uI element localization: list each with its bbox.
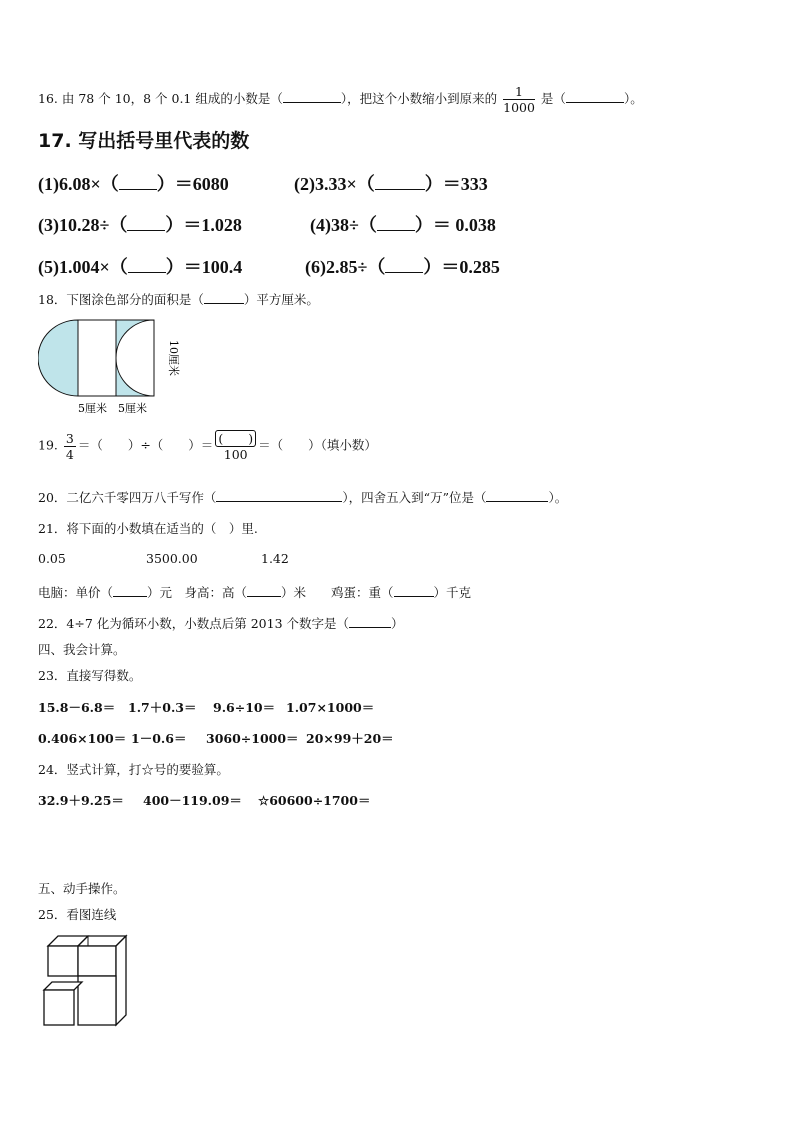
q16-blank-1[interactable] — [283, 91, 341, 103]
q16-text-2: ），把这个小数缩小到原来的 — [340, 91, 498, 106]
q21-blank-2[interactable] — [247, 585, 281, 597]
q17-blank-6[interactable] — [385, 261, 423, 273]
q21-value-2: 3500.00 — [146, 551, 198, 566]
q23-row-2-item-1: 0.406×100＝ — [38, 731, 127, 746]
q23-row-1-item-1: 15.8－6.8＝ — [38, 700, 116, 715]
q17-item-3: (3)10.28÷（ ）＝1.028 — [38, 215, 242, 235]
q23-row-1-item-2: 1.7＋0.3＝ — [128, 700, 197, 715]
q23-row-2-item-3: 3060÷1000＝ — [206, 731, 299, 746]
q17-blank-3[interactable] — [127, 219, 165, 231]
q25-cube-figure — [38, 930, 134, 1030]
q18-blank[interactable] — [204, 292, 244, 304]
q18-figure — [38, 315, 188, 415]
q24-item-3: ☆60600÷1700＝ — [258, 793, 371, 808]
q17-title: 17. 写出括号里代表的数 — [38, 130, 250, 152]
q19-fraction-1: $\frac{3}{4}$ — [65, 430, 74, 462]
q18-label-b: 5厘米 — [118, 402, 147, 415]
q16-blank-2[interactable] — [566, 91, 624, 103]
q23-row-1-item-4: 1.07×1000＝ — [286, 700, 375, 715]
q17-item-5: (5)1.004×（ ）＝100.4 — [38, 257, 243, 277]
q23-row-1-item-3: 9.6÷10＝ — [213, 700, 276, 715]
q17-blank-2[interactable] — [375, 178, 425, 190]
q18-left-semicircle — [38, 320, 78, 396]
q17-blank-5[interactable] — [128, 261, 166, 273]
q24-item-2: 400－119.09＝ — [143, 793, 242, 808]
q19-middle: ＝（ ）÷（ ）＝ — [77, 437, 214, 453]
q21-blanks-line: 电脑：单价（ ）元 身高：高（ ）米 鸡蛋：重（ ）千克 — [38, 585, 472, 600]
q17-item-6: (6)2.85÷（ ）＝0.285 — [305, 257, 500, 277]
q18-label-side: 10厘米 — [167, 340, 180, 376]
q25-title: 25．看图连线 — [38, 907, 117, 922]
q23-row-2-item-2: 1－0.6＝ — [131, 731, 187, 746]
q16-text-1: 由 78 个 10，8 个 0.1 组成的小数是（ — [61, 91, 283, 106]
q20-blank-1[interactable] — [216, 490, 342, 502]
question-18: 18．下图涂色部分的面积是（ ）平方厘米。 — [38, 292, 319, 307]
q18-label-a: 5厘米 — [78, 402, 107, 415]
question-16 — [38, 84, 643, 115]
q24-title: 24．竖式计算，打☆号的要验算。 — [38, 762, 229, 777]
question-20: 20．二亿六千零四万八千写作（ ），四舍五入到“万”位是（ ）。 — [38, 490, 568, 505]
q17-item-1: (1)6.08×（ ）＝6080 — [38, 174, 229, 194]
section-4-heading: 四、我会计算。 — [38, 642, 126, 657]
q16-number: 16. — [38, 91, 58, 106]
question-19: 19. $\frac{3}{4}$ ＝（ ）÷（ ）＝ $\frac{( )}{100}$ ＝（ ）（填小数） — [38, 430, 377, 462]
q22-blank[interactable] — [349, 616, 391, 628]
q20-blank-2[interactable] — [486, 490, 548, 502]
q24-item-1: 32.9＋9.25＝ — [38, 793, 124, 808]
q21-value-3: 1.42 — [261, 551, 289, 566]
q17-item-2: (2)3.33×（ ）＝333 — [294, 174, 488, 194]
question-22: 22．4÷7 化为循环小数，小数点后第 2013 个数字是（ ） — [38, 616, 404, 631]
section-5-heading: 五、动手操作。 — [38, 881, 126, 896]
q16-text-4: ）。 — [623, 91, 643, 106]
q19-end: ＝（ ）（填小数） — [258, 437, 377, 453]
q16-text-3: 是（ — [540, 91, 566, 106]
q17-blank-1[interactable] — [119, 178, 157, 190]
q19-fraction-2[interactable]: $\frac{( )}{100}$ — [215, 430, 256, 462]
q21-title: 21．将下面的小数填在适当的（ ）里. — [38, 521, 258, 536]
q21-blank-1[interactable] — [113, 585, 147, 597]
q17-item-4: (4)38÷（ ）＝ 0.038 — [310, 215, 496, 235]
q21-blank-3[interactable] — [394, 585, 434, 597]
q17-blank-4[interactable] — [377, 219, 415, 231]
q16-fraction: $\frac{1}{1000}$ — [503, 84, 535, 115]
q23-title: 23．直接写得数。 — [38, 668, 142, 683]
q23-row-2-item-4: 20×99＋20＝ — [306, 731, 394, 746]
q21-value-1: 0.05 — [38, 551, 66, 566]
